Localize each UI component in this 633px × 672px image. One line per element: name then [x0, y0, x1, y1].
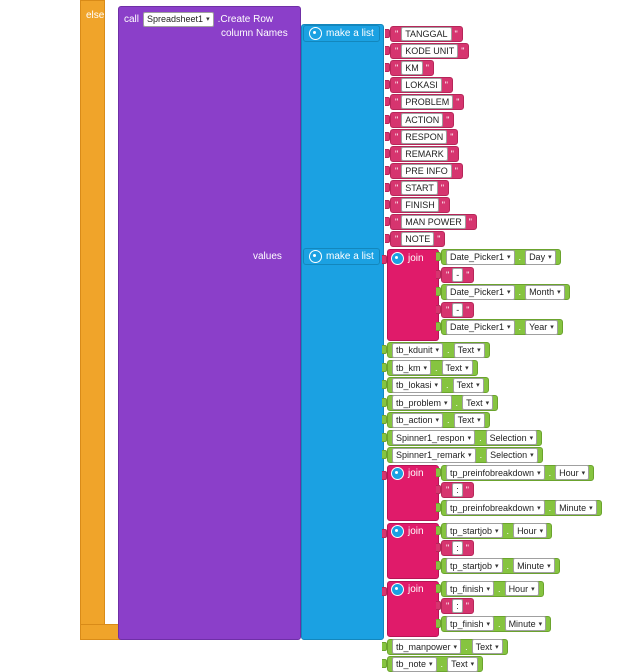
component-name: Spinner1_respon [396, 432, 465, 443]
component-name: tb_km [396, 362, 421, 373]
chevron-down-icon: ▾ [435, 417, 440, 424]
quote-close: " [465, 485, 469, 495]
text-block[interactable] [390, 231, 445, 247]
dot-separator: . [518, 287, 522, 297]
join-header [391, 250, 424, 266]
chevron-down-icon: ▾ [531, 585, 535, 593]
property-name: Text [457, 415, 475, 425]
property-dropdown[interactable] [525, 320, 558, 335]
component-property-getter[interactable] [441, 500, 602, 516]
text-value[interactable]: KODE UNIT [401, 44, 458, 58]
dot-separator: . [506, 560, 510, 571]
quote-open: " [395, 114, 399, 125]
component-property-getter[interactable] [387, 412, 490, 428]
quote-close: " [465, 543, 469, 553]
text-value[interactable]: START [401, 181, 438, 195]
component-name: tp_finish [450, 583, 484, 594]
property-name: Text [445, 362, 463, 373]
quote-open: " [395, 29, 399, 39]
else-label: else [86, 10, 105, 21]
property-name: Month [529, 287, 555, 297]
quote-close: " [454, 165, 458, 176]
property-dropdown[interactable] [442, 360, 473, 375]
component-name: tb_problem [396, 397, 442, 408]
component-dropdown[interactable] [392, 639, 461, 654]
dot-separator: . [548, 502, 552, 513]
component-property-getter[interactable] [441, 616, 551, 632]
chevron-down-icon: ▾ [507, 254, 511, 261]
component-property-getter[interactable] [441, 249, 561, 265]
gear-icon[interactable] [309, 250, 322, 263]
property-dropdown[interactable] [486, 448, 538, 463]
component-name: tp_startjob [450, 525, 493, 536]
chevron-down-icon: ▾ [507, 324, 511, 331]
component-dropdown[interactable] [392, 413, 443, 428]
component-dropdown[interactable] [446, 250, 515, 265]
component-name: tp_finish [450, 618, 484, 629]
component-dropdown[interactable] [392, 448, 476, 463]
chevron-down-icon: ▾ [589, 504, 593, 512]
method-name: .Create Row [217, 13, 274, 25]
dot-separator: . [518, 322, 522, 332]
quote-close: " [465, 601, 469, 611]
component-name: Spinner1_remark [396, 450, 466, 460]
chevron-down-icon: ▾ [539, 527, 544, 535]
component-name: tb_kdunit [396, 345, 433, 355]
gear-icon[interactable] [391, 525, 404, 538]
dot-separator: . [506, 525, 510, 536]
chevron-down-icon: ▾ [495, 643, 499, 651]
quote-close: " [466, 269, 470, 280]
call-keyword: call [124, 13, 140, 25]
text-block[interactable] [390, 26, 463, 42]
quote-close: " [437, 234, 441, 245]
quote-open: " [446, 543, 450, 553]
property-dropdown[interactable] [472, 639, 503, 654]
property-name: Text [475, 641, 493, 652]
property-dropdown[interactable] [447, 657, 478, 672]
component-dropdown[interactable] [392, 657, 437, 672]
property-dropdown[interactable] [525, 285, 565, 300]
component-dropdown[interactable] [446, 558, 503, 573]
property-dropdown[interactable] [462, 395, 493, 410]
property-name: Hour [559, 467, 579, 478]
chevron-down-icon: ▾ [465, 364, 469, 372]
join-label: join [408, 468, 424, 479]
quote-close: " [446, 114, 450, 125]
text-block[interactable] [390, 163, 463, 179]
component-name: tb_manpower [396, 641, 451, 652]
socket-notch [382, 255, 387, 264]
property-name: Hour [508, 583, 529, 594]
dot-separator: . [455, 397, 459, 408]
chevron-down-icon: ▾ [529, 434, 534, 442]
dot-separator: . [498, 583, 501, 594]
quote-close: " [468, 217, 472, 228]
component-property-getter[interactable] [387, 395, 498, 411]
chevron-down-icon: ▾ [444, 399, 448, 407]
component-property-getter[interactable] [387, 377, 489, 393]
text-value[interactable]: - [452, 303, 463, 317]
quote-close: " [454, 29, 458, 39]
text-value[interactable]: PROBLEM [401, 95, 453, 109]
property-name: Text [466, 397, 483, 408]
chevron-down-icon: ▾ [485, 399, 490, 407]
socket-label-column-names: column Names [221, 28, 288, 39]
chevron-down-icon: ▾ [537, 469, 541, 477]
text-value[interactable]: : [452, 541, 463, 555]
socket-notch [382, 529, 387, 538]
chevron-down-icon: ▾ [507, 289, 511, 296]
text-block[interactable] [390, 180, 449, 196]
component-dropdown[interactable] [446, 581, 494, 596]
component-name: Spreadsheet1 [147, 14, 204, 24]
property-name: Text [457, 345, 475, 355]
component-dropdown[interactable] [392, 343, 443, 358]
text-value[interactable]: - [452, 268, 463, 282]
quote-open: " [446, 269, 450, 280]
text-block[interactable] [390, 214, 477, 230]
component-name: tb_note [396, 659, 427, 669]
chevron-down-icon: ▾ [423, 364, 428, 372]
property-name: Selection [490, 450, 528, 460]
component-property-getter[interactable] [441, 319, 563, 335]
component-property-getter[interactable] [441, 558, 560, 574]
chevron-down-icon: ▾ [581, 469, 586, 477]
component-dropdown[interactable] [446, 523, 503, 538]
chevron-down-icon: ▾ [530, 452, 534, 459]
dot-separator: . [479, 432, 482, 443]
text-value[interactable]: KM [401, 61, 423, 75]
chevron-down-icon: ▾ [429, 661, 433, 668]
text-block[interactable] [441, 598, 474, 614]
text-block[interactable] [390, 112, 454, 128]
property-dropdown[interactable] [513, 558, 555, 573]
quote-open: " [395, 148, 399, 159]
dot-separator: . [479, 450, 483, 460]
property-dropdown[interactable] [555, 500, 597, 515]
component-name: Date_Picker1 [450, 322, 505, 332]
dot-separator: . [465, 641, 468, 652]
component-property-getter[interactable] [387, 360, 478, 376]
text-block[interactable] [390, 77, 453, 93]
text-block[interactable] [441, 302, 474, 318]
component-property-getter[interactable] [387, 430, 542, 446]
quote-close: " [450, 131, 454, 142]
join-label: join [408, 584, 424, 595]
chevron-down-icon: ▾ [206, 16, 210, 23]
list-container-block[interactable] [301, 24, 384, 640]
component-property-getter[interactable] [441, 523, 552, 539]
dot-separator: . [435, 362, 438, 373]
text-block[interactable] [390, 94, 464, 110]
property-dropdown[interactable] [513, 523, 547, 538]
text-value[interactable]: REMARK [401, 147, 448, 161]
chevron-down-icon: ▾ [453, 643, 458, 651]
quote-open: " [395, 200, 399, 210]
text-value[interactable]: FINISH [401, 198, 439, 212]
chevron-down-icon: ▾ [538, 620, 543, 628]
chevron-down-icon: ▾ [486, 585, 491, 593]
text-value[interactable]: : [452, 599, 463, 613]
text-block[interactable] [390, 197, 450, 213]
text-value[interactable]: ACTION [401, 113, 443, 127]
text-block[interactable] [390, 146, 459, 162]
component-dropdown[interactable] [446, 285, 515, 300]
chevron-down-icon: ▾ [434, 382, 439, 389]
property-dropdown[interactable] [486, 430, 538, 445]
dot-separator: . [446, 380, 449, 390]
chevron-down-icon: ▾ [468, 452, 472, 459]
call-block-header [124, 11, 273, 27]
quote-close: " [441, 200, 445, 210]
component-dropdown[interactable] [392, 378, 442, 393]
text-value[interactable]: LOKASI [401, 78, 442, 92]
property-dropdown[interactable] [454, 343, 485, 358]
property-name: Minute [508, 618, 536, 629]
gear-icon[interactable] [391, 467, 404, 480]
chevron-down-icon: ▾ [477, 347, 481, 354]
quote-open: " [395, 217, 399, 228]
dot-separator: . [447, 415, 450, 425]
property-name: Selection [489, 432, 527, 443]
chevron-down-icon: ▾ [476, 382, 480, 389]
text-value[interactable]: TANGGAL [401, 27, 451, 41]
socket-notch [382, 587, 387, 596]
join-label: join [408, 526, 424, 537]
component-name: tp_startjob [450, 560, 493, 571]
quote-close: " [450, 148, 454, 159]
component-name: tp_preinfobreakdown [450, 467, 535, 478]
component-dropdown[interactable] [143, 12, 214, 27]
chevron-down-icon: ▾ [550, 324, 554, 331]
property-name: Year [529, 322, 548, 332]
property-name: Day [529, 252, 546, 262]
make-a-list-values[interactable] [303, 248, 380, 265]
component-dropdown[interactable] [446, 616, 494, 631]
quote-close: " [444, 80, 448, 91]
text-value[interactable]: : [452, 483, 463, 497]
dot-separator: . [447, 345, 450, 355]
quote-open: " [395, 46, 399, 57]
text-value[interactable]: RESPON [401, 130, 447, 144]
component-property-getter[interactable] [387, 447, 543, 463]
property-name: Text [451, 659, 468, 669]
component-dropdown[interactable] [446, 320, 515, 335]
chevron-down-icon: ▾ [495, 527, 499, 535]
component-property-getter[interactable] [441, 581, 544, 597]
make-a-list-label: make a list [326, 28, 374, 39]
component-name: tb_lokasi [396, 380, 432, 390]
text-value[interactable]: MAN POWER [401, 215, 466, 229]
quote-open: " [395, 234, 399, 245]
text-block[interactable] [390, 60, 434, 76]
dot-separator: . [440, 659, 444, 669]
quote-open: " [395, 182, 399, 193]
quote-close: " [466, 304, 470, 315]
socket-label-values: values [253, 251, 282, 262]
property-dropdown[interactable] [505, 616, 547, 631]
component-name: tp_preinfobreakdown [450, 502, 535, 513]
quote-open: " [395, 63, 399, 74]
component-dropdown[interactable] [392, 430, 475, 445]
quote-open: " [446, 304, 450, 315]
chevron-down-icon: ▾ [477, 417, 481, 424]
quote-open: " [446, 601, 450, 611]
dot-separator: . [498, 618, 501, 629]
property-dropdown[interactable] [453, 378, 484, 393]
component-name: Date_Picker1 [450, 287, 505, 297]
quote-open: " [395, 80, 399, 91]
gear-icon[interactable] [309, 27, 322, 40]
chevron-down-icon: ▾ [486, 620, 491, 628]
quote-close: " [440, 182, 445, 193]
text-block[interactable] [441, 482, 474, 498]
component-dropdown[interactable] [446, 465, 545, 480]
chevron-down-icon: ▾ [548, 254, 552, 261]
component-dropdown[interactable] [446, 500, 545, 515]
component-property-getter[interactable] [387, 639, 508, 655]
join-header [391, 582, 424, 598]
component-name: tb_action [396, 415, 433, 425]
property-name: Hour [517, 525, 537, 536]
quote-close: " [456, 97, 460, 108]
chevron-down-icon: ▾ [537, 504, 541, 512]
component-property-getter[interactable] [441, 465, 594, 481]
text-block[interactable] [441, 540, 474, 556]
text-value[interactable]: PRE INFO [401, 164, 452, 178]
chevron-down-icon: ▾ [547, 562, 551, 570]
quote-open: " [395, 131, 399, 142]
property-name: Minute [517, 560, 545, 571]
quote-open: " [446, 485, 450, 495]
component-property-getter[interactable] [387, 656, 483, 672]
component-dropdown[interactable] [392, 395, 452, 410]
chevron-down-icon: ▾ [495, 562, 499, 570]
text-block[interactable] [390, 43, 469, 59]
quote-close: " [461, 46, 465, 57]
make-a-list-label: make a list [326, 251, 374, 262]
gear-icon[interactable] [391, 252, 404, 265]
text-block[interactable] [390, 129, 458, 145]
chevron-down-icon: ▾ [435, 347, 440, 354]
property-dropdown[interactable] [555, 465, 589, 480]
property-name: Text [456, 380, 474, 390]
join-header [391, 466, 424, 482]
quote-open: " [395, 165, 399, 176]
join-label: join [408, 252, 424, 264]
text-value[interactable]: NOTE [401, 232, 434, 246]
text-block[interactable] [441, 267, 474, 283]
call-spreadsheet-create-row-block[interactable] [118, 6, 301, 640]
property-dropdown[interactable] [454, 413, 485, 428]
dot-separator: . [548, 467, 552, 478]
chevron-down-icon: ▾ [467, 434, 472, 442]
component-property-getter[interactable] [387, 342, 490, 358]
gear-icon[interactable] [391, 583, 404, 596]
else-control-block[interactable] [80, 0, 105, 640]
chevron-down-icon: ▾ [470, 661, 475, 668]
component-name: Date_Picker1 [450, 252, 505, 262]
quote-open: " [395, 97, 399, 108]
chevron-down-icon: ▾ [557, 289, 561, 296]
join-header [391, 524, 424, 540]
socket-notch [382, 471, 387, 480]
make-a-list-columns[interactable] [303, 25, 380, 42]
dot-separator: . [518, 252, 522, 262]
property-dropdown[interactable] [505, 581, 539, 596]
component-property-getter[interactable] [441, 284, 570, 300]
quote-close: " [425, 63, 429, 74]
component-dropdown[interactable] [392, 360, 431, 375]
property-name: Minute [559, 502, 587, 513]
property-dropdown[interactable] [525, 250, 556, 265]
